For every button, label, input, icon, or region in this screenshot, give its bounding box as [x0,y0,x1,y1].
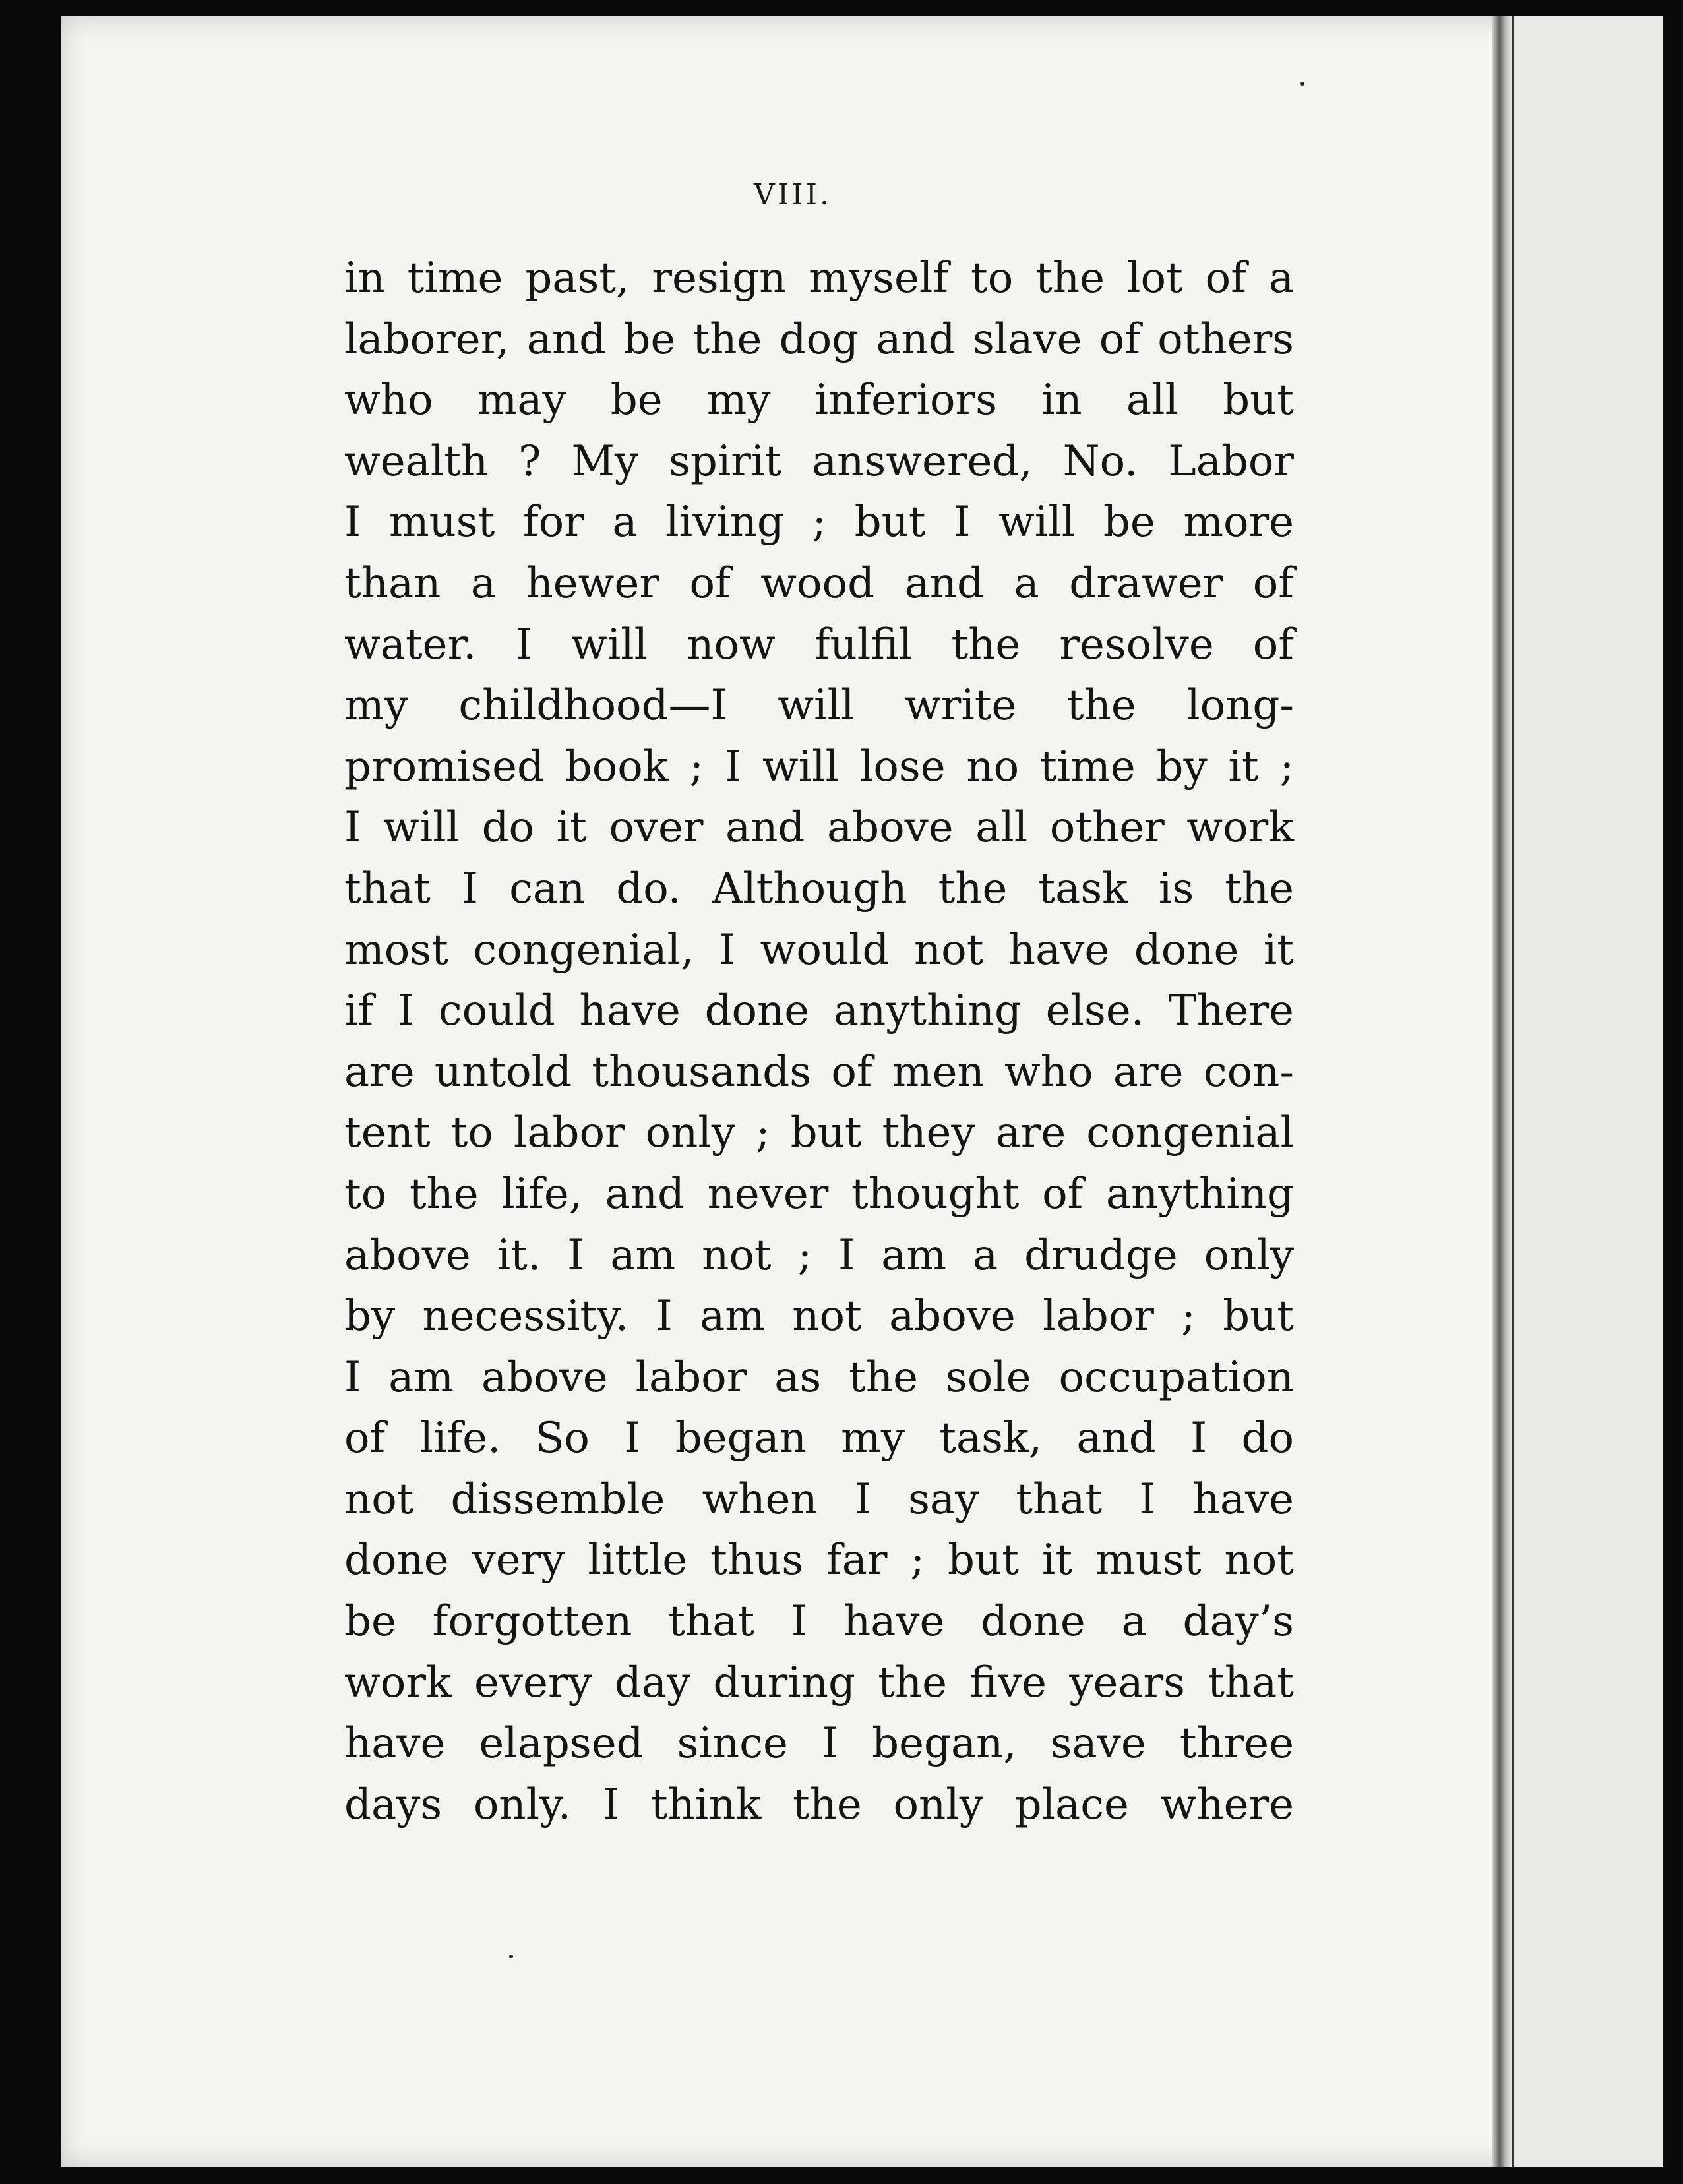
book-page [61,16,1525,2167]
text-line: work every day during the five years that [344,1658,1294,1707]
text-line: days only. I think the only place where [344,1780,1294,1829]
text-line: are untold thousands of men who are con- [344,1047,1294,1097]
text-line: tent to labor only ; but they are congenial [344,1108,1294,1158]
facing-page-strip [1512,16,1665,2167]
page-gutter-edge [1492,16,1512,2167]
text-line: who may be my inferiors in all but [344,376,1294,425]
text-line: above it. I am not ; I am a drudge only [344,1230,1294,1280]
text-line: I will do it over and above all other work [344,803,1294,853]
running-head: VIII. [754,178,832,212]
body-text [344,248,1294,1835]
text-line: in time past, resign myself to the lot of a [344,254,1294,303]
text-line: I must for a living ; but I will be more [344,498,1294,547]
text-line: of life. So I began my task, and I do [344,1414,1294,1463]
text-line: have elapsed since I began, save three [344,1719,1294,1769]
text-line: by necessity. I am not above labor ; but [344,1292,1294,1341]
text-line: be forgotten that I have done a day’s [344,1597,1294,1647]
text-line: done very little thus far ; but it must not [344,1536,1294,1585]
text-line: to the life, and never thought of anything [344,1169,1294,1219]
text-line: laborer, and be the dog and slave of others [344,315,1294,364]
text-line: that I can do. Although the task is the [344,864,1294,913]
text-line: not dissemble when I say that I have [344,1474,1294,1524]
text-line: if I could have done anything else. There [344,986,1294,1036]
text-line: than a hewer of wood and a drawer of [344,559,1294,608]
text-line: I am above labor as the sole occupation [344,1352,1294,1402]
scan-speck [1300,82,1304,86]
text-line: my childhood—I will write the long- [344,681,1294,731]
text-line: wealth ? My spirit answered, No. Labor [344,437,1294,486]
text-line: water. I will now fulfil the resolve of [344,620,1294,669]
scan-speck [509,1955,513,1958]
text-line: most congenial, I would not have done it [344,925,1294,975]
text-line: promised book ; I will lose no time by it ; [344,742,1294,791]
scan-border [1663,16,1683,2167]
